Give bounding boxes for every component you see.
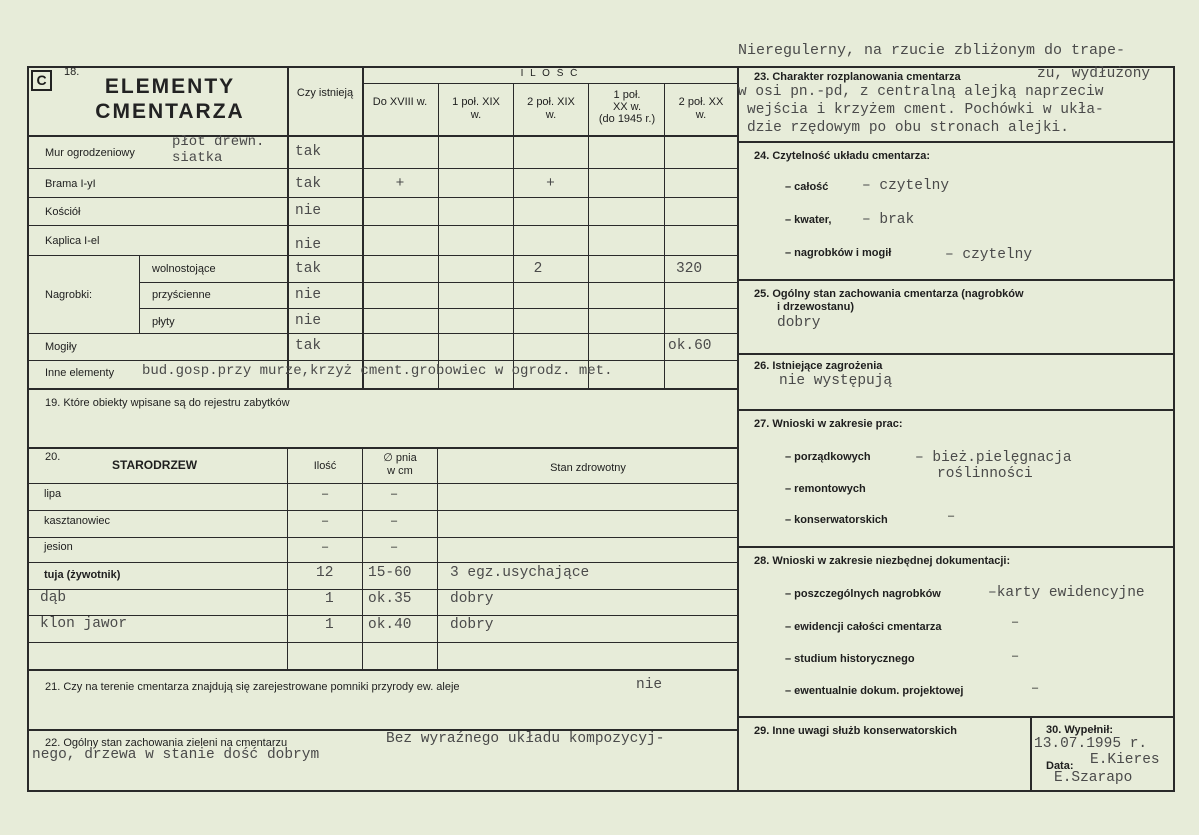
col-period-4b: XX w. — [612, 101, 642, 113]
row-plyty-label: płyty — [152, 316, 175, 328]
tree-ilosc: 1 — [325, 617, 334, 633]
s20-col-stan: Stan zdrowotny — [550, 462, 626, 474]
s30-name-1: E.Kieres — [1090, 752, 1160, 768]
s28-poszcz: – poszczególnych nagrobków — [785, 588, 941, 600]
tree-ilosc: 12 — [316, 565, 334, 581]
tree-name: dąb — [40, 590, 67, 606]
s30-label: 30. Wypełnił: — [1046, 724, 1114, 736]
row-brama-label: Brama I-yI — [45, 178, 96, 190]
s28-stud-value: – — [1012, 650, 1019, 662]
s30-name-2: E.Szarapo — [1054, 770, 1133, 786]
s18-title-line1: ELEMENTY — [104, 75, 236, 98]
section-letter-box: C — [31, 70, 52, 91]
tree-ilosc: – — [321, 488, 329, 500]
s27-porz-value1: – bież.pielęgnacja — [915, 450, 1072, 466]
tree-stan: dobry — [450, 591, 494, 607]
row-przysc-czy: nie — [295, 287, 322, 303]
tree-stan: dobry — [450, 617, 494, 633]
row-kaplica-czy: nie — [295, 237, 322, 253]
s23-v4: dzie rzędowym po obu stronach alejki. — [747, 120, 1069, 136]
s29-label: 29. Inne uwagi służb konserwatorskich — [754, 725, 957, 737]
top-note: Nieregulerny, na rzucie zbliżonym do trape- — [738, 42, 1126, 59]
s25-label-1: 25. Ogólny stan zachowania cmentarza (nagrobków — [754, 288, 1024, 300]
tree-pien: ok.35 — [368, 591, 412, 607]
s19-label: 19. Które obiekty wpisane są do rejestru zabytków — [45, 397, 290, 409]
s26-value: nie występują — [779, 373, 893, 389]
row-inne-label: Inne elementy — [45, 367, 115, 379]
tree-pien: ok.40 — [368, 617, 412, 633]
row-mur-label: Mur ogrodzeniowy — [45, 147, 135, 159]
s27-porz: – porządkowych — [785, 451, 871, 463]
tree-ilosc: 1 — [325, 591, 334, 607]
table-row — [0, 590, 740, 614]
s28-ewid-value: – — [1012, 616, 1019, 628]
s24-calosc-value: – czytelny — [862, 178, 950, 194]
tree-name: tuja (żywotnik) — [44, 569, 121, 581]
row-kosciol-czy: nie — [295, 203, 322, 219]
row-przysc-label: przyścienne — [152, 289, 211, 301]
tree-pien: – — [390, 488, 398, 500]
s24-nagrobkow: – nagrobków i mogił — [785, 247, 892, 259]
s24-nagrobkow-value: – czytelny — [945, 247, 1033, 263]
col-period-3: 2 poł. XIX w. — [527, 96, 575, 121]
s24-calosc: – całość — [785, 181, 829, 193]
row-mogily-czy: tak — [295, 338, 322, 354]
tree-stan: 3 egz.usychające — [450, 565, 590, 581]
col-period-1: Do XVIII w. — [372, 96, 428, 108]
row-brama-period1: + — [395, 176, 405, 192]
row-brama-period3: + — [546, 176, 555, 192]
s28-ewid: – ewidencji całości cmentarza — [785, 621, 942, 633]
tree-pien: – — [390, 515, 398, 527]
s27-label: 27. Wnioski w zakresie prac: — [754, 418, 903, 430]
col-ilosc: I L O Ś Ć — [520, 68, 580, 79]
s28-label: 28. Wnioski w zakresie niezbędnej dokumentacji: — [754, 555, 1011, 567]
s26-label: 26. Istniejące zagrożenia — [754, 360, 883, 372]
s23-label: 23. Charakter rozplanowania cmentarza — [754, 71, 961, 83]
row-wolno-period3: 2 — [533, 261, 543, 277]
col-czy-istnieja: Czy istnieją — [296, 87, 354, 99]
s22-value-2: nego, drzewa w stanie dość dobrym — [32, 747, 320, 763]
tree-ilosc: – — [321, 541, 329, 553]
tree-name: kasztanowiec — [44, 515, 111, 527]
s25-label-2: i drzewostanu) — [777, 301, 855, 313]
table-row — [0, 486, 740, 510]
table-row — [0, 564, 740, 588]
row-mur-note2: siatka — [172, 150, 223, 166]
row-mur-note1: płot drewn. — [172, 134, 265, 150]
row-inne-text: bud.gosp.przy murze,krzyż cment.grobowiec w ogrodz. met. — [142, 363, 613, 379]
row-nagrobki-label: Nagrobki: — [45, 289, 93, 301]
tree-pien: – — [390, 541, 398, 553]
s18-title-line2: CMENTARZA — [95, 100, 245, 123]
s23-v1: zu, wydłużony — [1037, 66, 1151, 82]
s24-label: 24. Czytelność układu cmentarza: — [754, 150, 931, 162]
s27-kons-value: – — [948, 510, 955, 522]
s28-poszcz-value: –karty ewidencyjne — [988, 585, 1145, 601]
s18-number: 18. — [64, 66, 80, 78]
s28-ewent: – ewentualnie dokum. projektowej — [785, 685, 964, 697]
col-period-4c: (do 1945 r.) — [598, 113, 656, 125]
s20-number: 20. — [45, 451, 61, 463]
s20-title: STARODRZEW — [112, 458, 198, 472]
s21-label: 21. Czy na terenie cmentarza znajdują się zarejestrowane pomniki przyrody ew. aleje — [45, 681, 460, 693]
s25-value: dobry — [777, 315, 821, 331]
table-row — [0, 616, 740, 640]
col-period-4a: 1 poł. — [613, 89, 641, 101]
row-kosciol-label: Kościół — [45, 206, 81, 218]
row-mogily-period5: ok.60 — [668, 338, 712, 354]
tree-name: jesion — [44, 541, 73, 553]
s30-data-label: Data: — [1046, 760, 1074, 772]
row-mogily-label: Mogiły — [45, 341, 77, 353]
s30-date: 13.07.1995 r. — [1034, 736, 1148, 752]
s28-ewent-value: – — [1032, 682, 1039, 694]
tree-pien: 15-60 — [368, 565, 412, 581]
col-period-5: 2 poł. XX w. — [678, 96, 724, 121]
s24-kwater: – kwater, — [785, 214, 832, 226]
tree-ilosc: – — [321, 515, 329, 527]
row-kaplica-label: Kaplica I-el — [45, 235, 100, 247]
s23-v3: wejścia i krzyżem cment. Pochówki w ukła- — [747, 102, 1104, 118]
s22-label: 22. Ogólny stan zachowania zieleni na cmentarzu — [45, 737, 288, 749]
s23-v2: w osi pn.-pd, z centralną alejką naprzeciw — [738, 84, 1104, 100]
tree-name: klon jawor — [40, 616, 128, 632]
col-period-2: 1 poł. XIX w. — [452, 96, 500, 121]
s22-value-1: Bez wyraźnego układu kompozycyj- — [386, 731, 665, 747]
s20-col-ilosc: Ilość — [313, 460, 337, 472]
row-wolno-label: wolnostojące — [152, 263, 216, 275]
table-row — [0, 539, 740, 563]
row-brama-czy: tak — [295, 176, 322, 192]
s20-col-pien-1: ∅ pnia — [383, 452, 417, 464]
row-mur-czy: tak — [295, 144, 322, 160]
row-wolno-period5: 320 — [676, 261, 703, 277]
s20-col-pien-2: w cm — [387, 465, 413, 477]
row-plyty-czy: nie — [295, 313, 322, 329]
s28-stud: – studium historycznego — [785, 653, 915, 665]
s21-value: nie — [636, 677, 663, 693]
row-wolno-czy: tak — [295, 261, 322, 277]
s27-kons: – konserwatorskich — [785, 514, 888, 526]
s27-rem: – remontowych — [785, 483, 866, 495]
table-row — [0, 513, 740, 537]
s24-kwater-value: – brak — [862, 212, 915, 228]
tree-name: lipa — [44, 488, 62, 500]
s27-porz-value2: roślinności — [937, 466, 1033, 482]
